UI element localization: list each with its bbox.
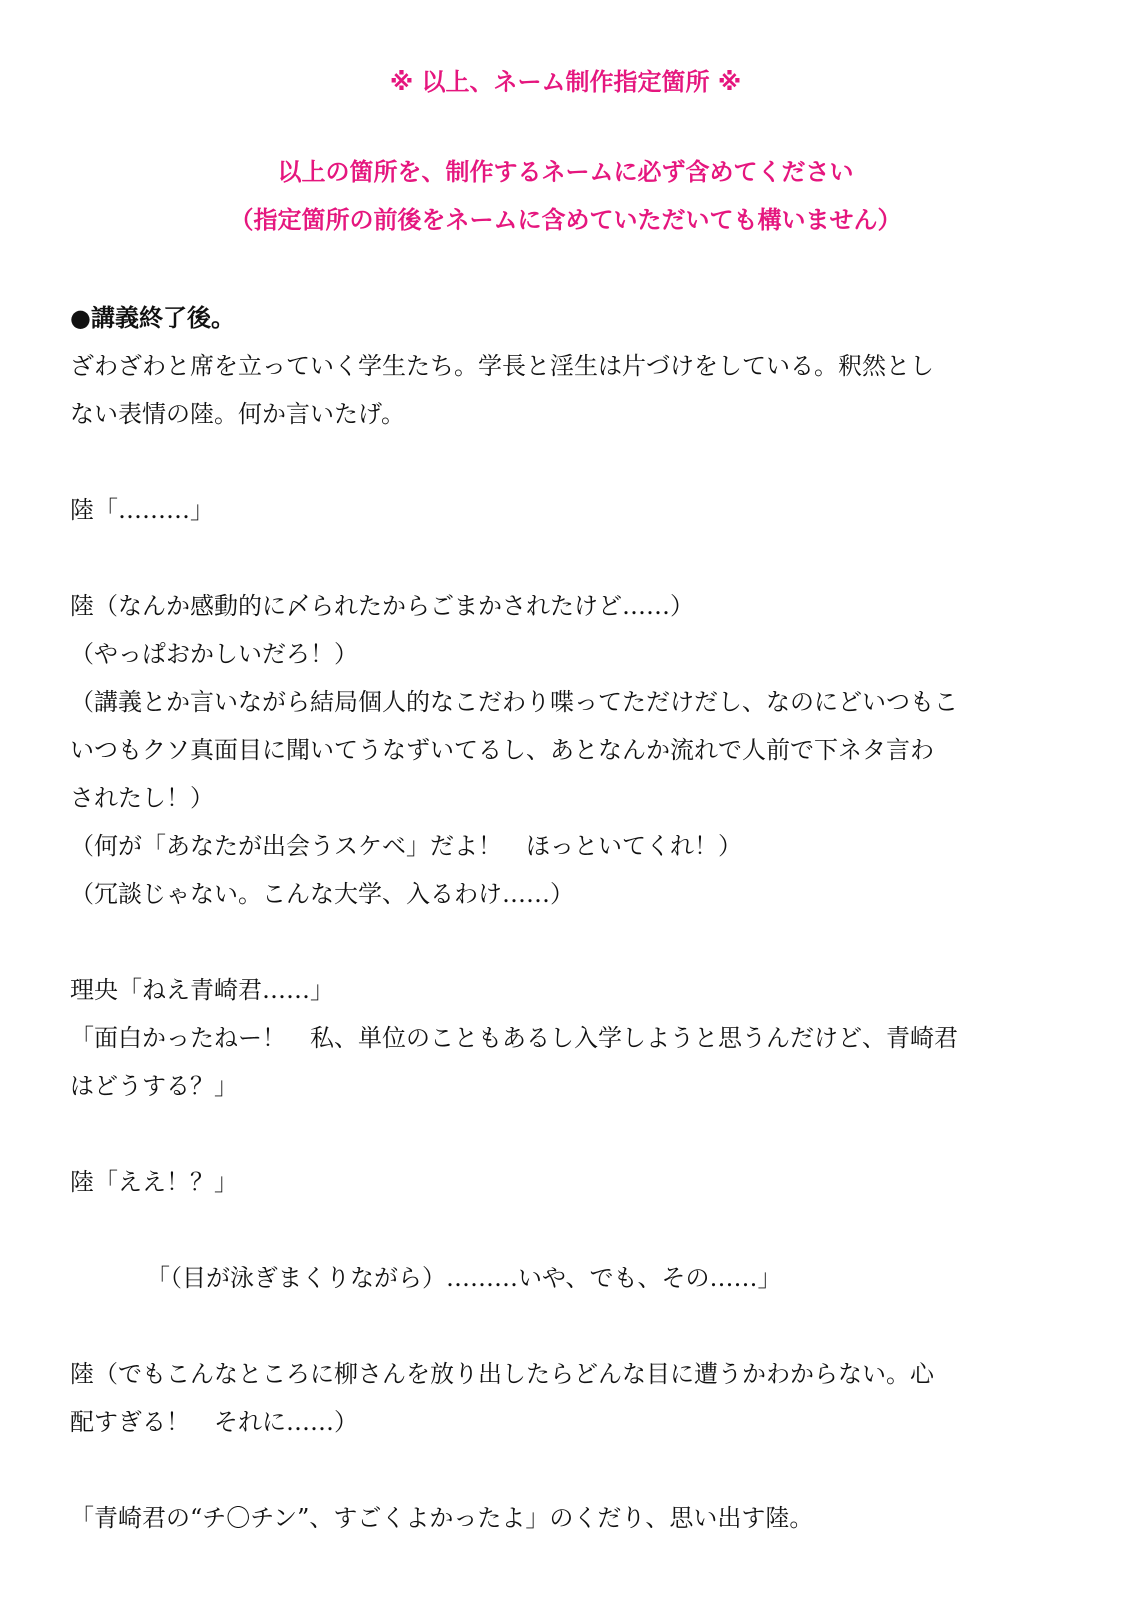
notice-body xyxy=(70,148,1061,244)
notice-line-1: 以上の箇所を、制作するネームに必ず含めてください xyxy=(277,158,854,186)
script-paragraph xyxy=(70,1158,1061,1206)
script-paragraph xyxy=(70,1254,1061,1302)
script-line: 「（目が泳ぎまくりながら）………いや、でも、その……」 xyxy=(146,1264,782,1292)
script-line: （何が「あなたが出会うスケベ」だよ！ ほっといてくれ！） xyxy=(70,832,742,860)
paragraph-gap xyxy=(70,1302,1061,1350)
paragraph-gap xyxy=(70,1110,1061,1158)
script-paragraph xyxy=(70,966,1061,1110)
scene-heading: ●講義終了後。 xyxy=(70,304,235,332)
script-line: （冗談じゃない。こんな大学、入るわけ……） xyxy=(70,880,574,908)
script-line: 陸「ええ！？」 xyxy=(70,1168,238,1196)
script-line: 「青崎君の“チ〇チン”、すごくよかったよ」のくだり、思い出す陸。 xyxy=(70,1504,814,1532)
script-line: （講義とか言いながら結局個人的なこだわり喋ってただけだし、なのにどいつもこ xyxy=(70,688,958,716)
script-line: されたし！） xyxy=(70,784,214,812)
script-paragraph xyxy=(70,486,1061,534)
script-line: 陸「………」 xyxy=(70,496,214,524)
paragraph-gap xyxy=(70,918,1061,966)
script-paragraph xyxy=(70,1350,1061,1446)
script-paragraph xyxy=(70,342,1061,438)
script-line: 陸（でもこんなところに柳さんを放り出したらどんな目に遭うかわからない。心 xyxy=(70,1360,934,1388)
script-paragraph xyxy=(70,1494,1061,1542)
script-line: ざわざわと席を立っていく学生たち。学長と淫生は片づけをしている。釈然とし xyxy=(70,352,934,380)
script-paragraph xyxy=(70,582,1061,918)
notice-title xyxy=(70,58,1061,106)
notice-line-2: （指定箇所の前後をネームに含めていただいても構いません） xyxy=(229,206,902,234)
script-line: いつもクソ真面目に聞いてうなずいてるし、あとなんか流れで人前で下ネタ言わ xyxy=(70,736,934,764)
paragraph-gap xyxy=(70,534,1061,582)
notice-title-text: ※ 以上、ネーム制作指定箇所 ※ xyxy=(389,68,742,96)
script-line: 配すぎる！ それに……） xyxy=(70,1408,358,1436)
script-line: 「面白かったねー！ 私、単位のこともあるし入学しようと思うんだけど、青崎君 xyxy=(70,1024,958,1052)
paragraph-gap xyxy=(70,1206,1061,1254)
script-line: はどうする？」 xyxy=(70,1072,238,1100)
script-line: ない表情の陸。何か言いたげ。 xyxy=(70,400,406,428)
script-line: （やっぱおかしいだろ！） xyxy=(70,640,358,668)
script-line: 陸（なんか感動的に〆られたからごまかされたけど……） xyxy=(70,592,694,620)
paragraph-gap xyxy=(70,1446,1061,1494)
script-line: 理央「ねえ青崎君……」 xyxy=(70,976,334,1004)
paragraph-gap xyxy=(70,438,1061,486)
script-body xyxy=(70,342,1061,1542)
